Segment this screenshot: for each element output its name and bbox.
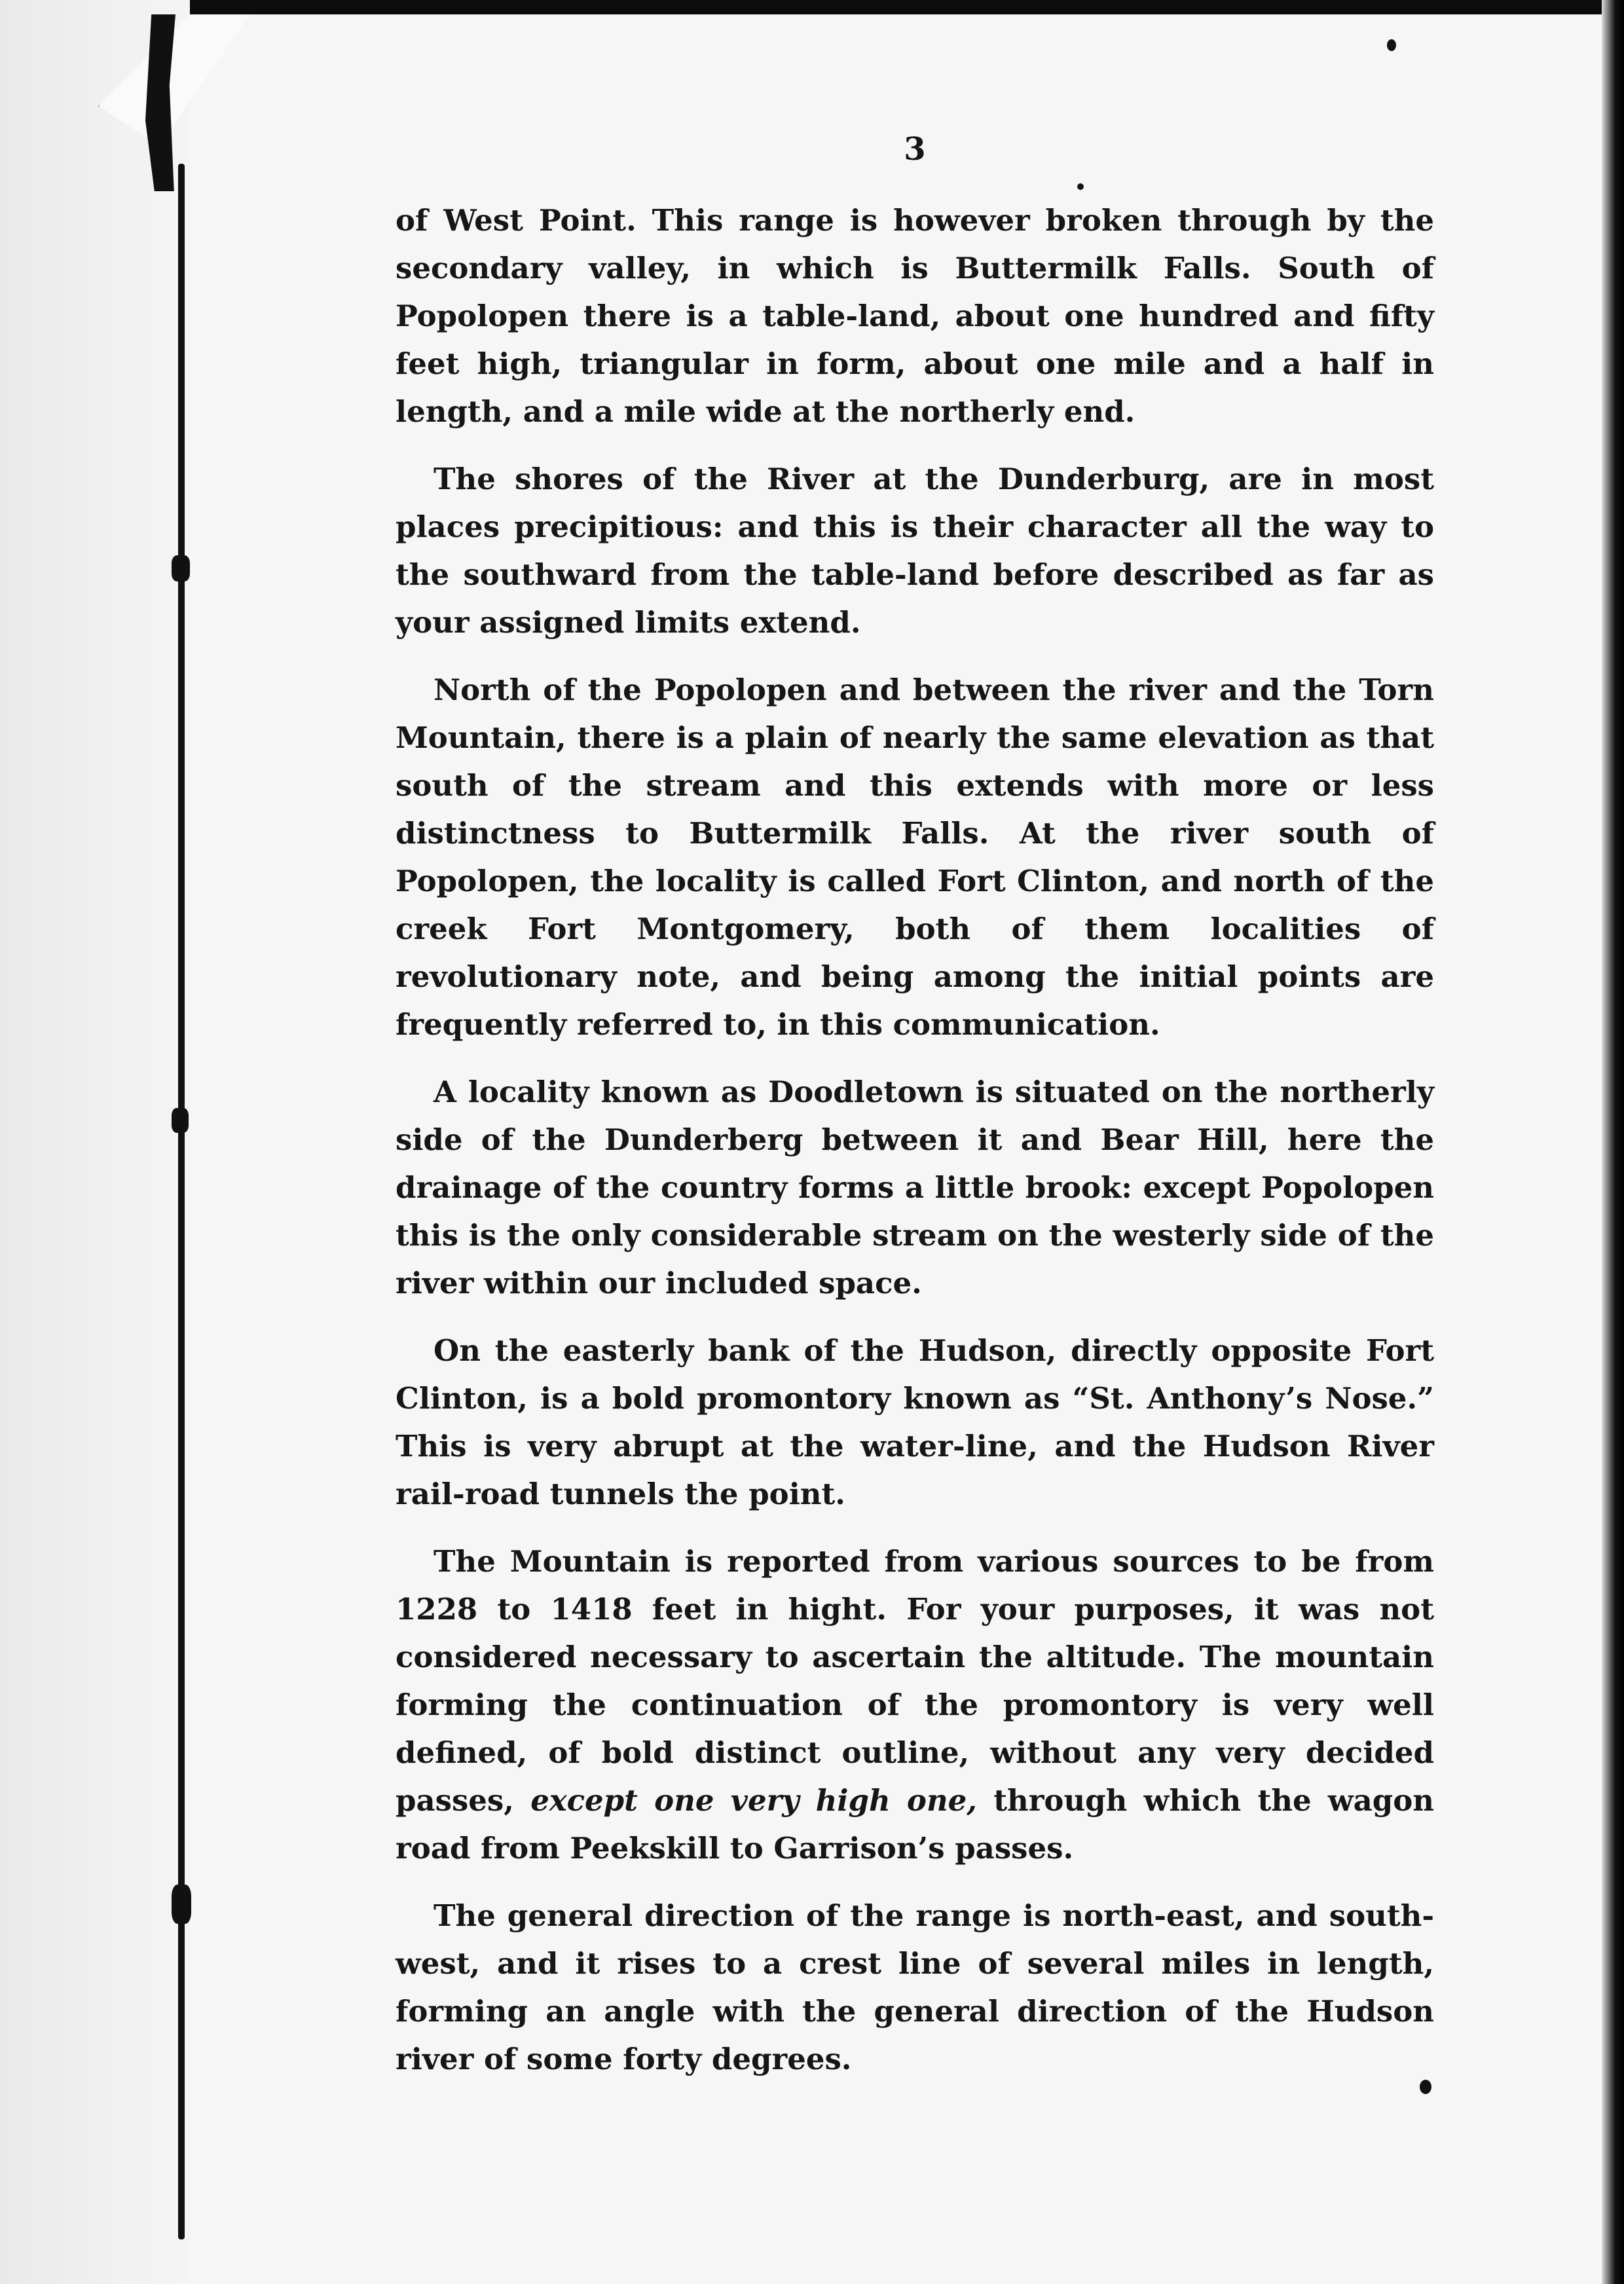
page-number: 3 (904, 131, 926, 168)
paragraph-6-italic: except one very high one, (530, 1783, 977, 1818)
binding-notch (172, 555, 190, 581)
paragraph-5: On the easterly bank of the Hudson, directly opposite Fort Clinton, is a bold promontory known as “St. Anthony’s Nose.” This is very abrupt at the water-line, and the Hudson River rail-road tunnels the point. (396, 1333, 1434, 1511)
scan-top-border (0, 0, 1624, 14)
paragraph-1: of West Point. This range is however broken through by the secondary valley, in which is Buttermilk Falls. South of Popolopen there is a table-land, about one hundred and fifty feet high, triangular in form, about one mile and a half in length, and a mile wide at the northerly end. (396, 203, 1434, 429)
binding-gutter (0, 0, 190, 2284)
speck-mark (1387, 39, 1396, 51)
paragraph-7: The general direction of the range is north-east, and south-west, and it rises to a crest line of several miles in length, forming an angle with the general direction of the Hudson river of some forty degrees. (396, 1898, 1434, 2076)
binding-edge-line (178, 164, 185, 2239)
paragraph-6-text-end: through which the wagon road from Peekskill to Garrison’s passes. (396, 1783, 1435, 1866)
paragraph-2: The shores of the River at the Dunderburg, are in most places precipitious: and this is their character all the way to the southward from the table-land before described as far as your assigned limits extend. (396, 462, 1434, 640)
speck-mark (1077, 183, 1084, 190)
paragraph-3: North of the Popolopen and between the river and the Torn Mountain, there is a plain of nearly the same elevation as that south of the stream and this extends with more or less distinctness to Buttermilk Falls. At the river south of Popolopen, the locality is called Fort Clinton, and north of the creek Fort Montgomery, both of them localities of revolutionary note, and being among the initial points are frequently referred to, in this communication. (396, 672, 1434, 1042)
paragraph-4: A locality known as Doodletown is situated on the northerly side of the Dunderberg between it and Bear Hill, here the drainage of the country forms a little brook: except Popolopen this is the only considerable stream on the westerly side of the river within our included space. (396, 1075, 1434, 1300)
binding-notch (172, 1885, 191, 1924)
paragraph-6-text: The Mountain is reported from various sources to be from 1228 to 1418 feet in hight. For your purposes, it was not considered necessary to ascertain the altitude. The mountain forming the continuation of the promontory is very well defined, of bold distinct outline, without any very decided passes, (396, 1544, 1434, 1818)
page-body (396, 131, 1435, 2103)
paragraph-6 (396, 1538, 1434, 1872)
scan-right-border (1602, 0, 1624, 2284)
binding-notch (172, 1108, 189, 1133)
